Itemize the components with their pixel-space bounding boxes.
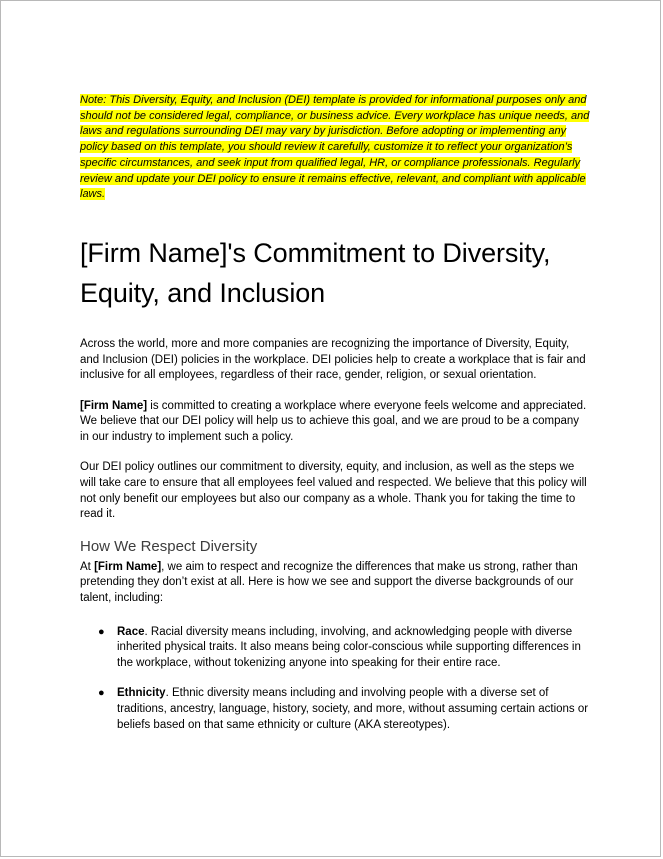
list-item-term: Ethnicity	[117, 687, 166, 700]
bullet-icon: ●	[98, 687, 105, 700]
diversity-list	[80, 625, 590, 734]
firm-name-bold: [Firm Name]	[80, 399, 148, 412]
list-item	[98, 686, 590, 733]
disclaimer-highlight: Note: This Diversity, Equity, and Inclusion (DEI) template is provided for informational purposes only and should not be considered legal, compliance, or business advice. Every workplace has unique needs, and laws and regulations surrounding DEI may vary by jurisdiction. Before adopting or implementing any policy based on this template, you should review it carefully, customize it to reflect your organization’s specific circumstances, and seek input from qualified legal, HR, or compliance professionals. Regularly review and update your DEI policy to ensure it remains effective, relevant, and compliant with applicable laws.	[80, 94, 590, 201]
section-lead-paragraph	[80, 560, 590, 607]
section-heading: How We Respect Diversity	[80, 537, 258, 555]
document-body	[80, 93, 590, 748]
intro-paragraph: Across the world, more and more companies are recognizing the importance of Diversity, Equity, and Inclusion (DEI) policies in the workplace. DEI policies help to create a workplace that is fair and inclusive for all employees, regardless of their race, gender, religion, or sexual orientation.	[80, 337, 586, 382]
list-item	[98, 625, 590, 672]
bullet-icon: ●	[98, 625, 105, 638]
section-lead-firm: [Firm Name]	[94, 560, 162, 573]
list-item-text: . Ethnic diversity means including and involving people with a diverse set of traditions, ancestry, language, history, society, and more, without assuming certain actions or beliefs based on that same ethnicity or culture (AKA stereotypes).	[117, 687, 589, 731]
disclaimer-note	[80, 93, 590, 203]
list-item-term: Race	[117, 625, 145, 638]
outline-paragraph: Our DEI policy outlines our commitment to diversity, equity, and inclusion, as well as the steps we will take care to ensure that all employees feel valued and respected. We believe that this policy will not only benefit our employees but also our company as a whole. Thank you for taking the time to read it.	[80, 461, 587, 521]
commitment-paragraph	[80, 399, 590, 446]
commitment-text: is committed to creating a workplace where everyone feels welcome and appreciated. We believe that our DEI policy will help us to achieve this goal, and we are proud to be a company in our industry to implement such a policy.	[80, 399, 587, 443]
section-lead-prefix: At	[80, 560, 95, 573]
list-item-text: . Racial diversity means including, involving, and acknowledging people with diverse inherited physical traits. It also means being color-conscious while supporting differences in the workplace, without tokenizing anyone into speaking for their entire race.	[117, 625, 581, 669]
section-lead-text: , we aim to respect and recognize the differences that make us strong, rather than pretending they don’t exist at all. Here is how we see and support the diverse backgrounds of our talent, including:	[80, 560, 578, 605]
page-title: [Firm Name]'s Commitment to Diversity, Equity, and Inclusion	[80, 237, 551, 308]
